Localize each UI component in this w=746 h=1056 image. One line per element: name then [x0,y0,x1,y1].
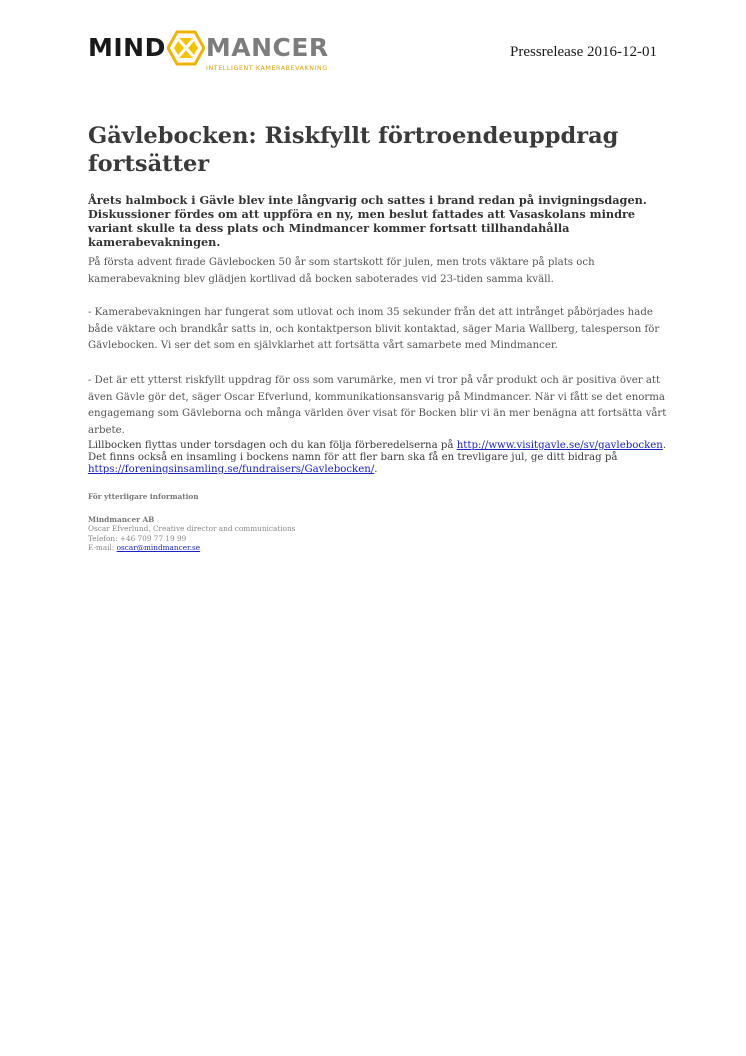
contact-person: Oscar Efverlund, Creative director and communications [88,524,296,534]
logo-word-mancer: MANCER [205,33,329,62]
fundraiser-link[interactable]: https://foreningsinsamling.se/fundraisers/Gavlebocken/ [88,464,375,475]
logo-wordmark [88,30,329,66]
contact-block [88,492,388,552]
paragraph-4-text-1: Lillbocken flyttas under torsdagen och du kan följa förberedelserna på [88,440,457,451]
article-paragraph-2: - Kamerabevakningen har fungerat som utlovat och inom 35 sekunder från det att intrånget påbörjades hade både väktare och brandkår satts in, och kontaktperson blivit kontaktad, säger Maria Wallberg, talesperson för Gävlebocken. Vi ser det som en självklarhet att fortsätta vårt samarbete med Mindmancer. [88,307,660,351]
contact-email-link[interactable]: oscar@mindmancer.se [116,542,201,552]
contact-heading: För ytterligare information [88,492,199,501]
logo-word-mind: MIND [88,33,166,62]
logo-tagline: INTELLIGENT KAMERABEVAKNING [206,65,328,72]
press-release-date: Pressrelease 2016-12-01 [510,44,658,60]
contact-email-label: E-mail: [88,542,117,552]
hexagon-x-logo-icon [167,30,205,66]
paragraph-4-text-3: . [374,464,378,475]
article-title: Gävlebocken: Riskfyllt förtroendeuppdrag fortsätter [88,123,619,177]
article-paragraph-4 [88,440,668,476]
visitgavle-link[interactable]: http://www.visitgavle.se/sv/gavlebocken [456,440,663,451]
contact-company: Mindmancer AB [88,515,155,524]
article-lead: Årets halmbock i Gävle blev inte långvarig och sattes i brand redan på invigningsdagen. Diskussioner fördes om att uppföra en ny, men beslut fattades att Vasaskolans mindre variant skulle ta dess plats och Mindmancer kommer fortsatt tillhandahålla kamerabevakningen. [88,193,647,249]
paragraph-4-text-2: . Det finns också en insamling i bockens namn för att fler barn ska få en trevligare jul, ge ditt bidrag på [88,440,667,463]
contact-email-line [88,543,388,552]
article-paragraph-1: På första advent firade Gävlebocken 50 år som startskott för julen, men trots väktare på plats och kamerabevakning blev glädjen kortlivad då bocken saboterades vid 23-tiden samma kväll. [88,257,595,285]
mindmancer-logo [88,30,329,76]
contact-phone: Telefon: +46 709 77 19 99 [88,533,187,543]
article-paragraph-3: - Det är ett ytterst riskfyllt uppdrag för oss som varumärke, men vi tror på vår produkt och är positiva över att även Gävle gör det, säger Oscar Efverlund, kommunikationsansvarig på Mindmancer. När vi fått se det enorma engagemang som Gävleborna och många världen över visat för Bocken blir vi än mer benägna att fortsätta vårt arbete. [88,375,667,436]
